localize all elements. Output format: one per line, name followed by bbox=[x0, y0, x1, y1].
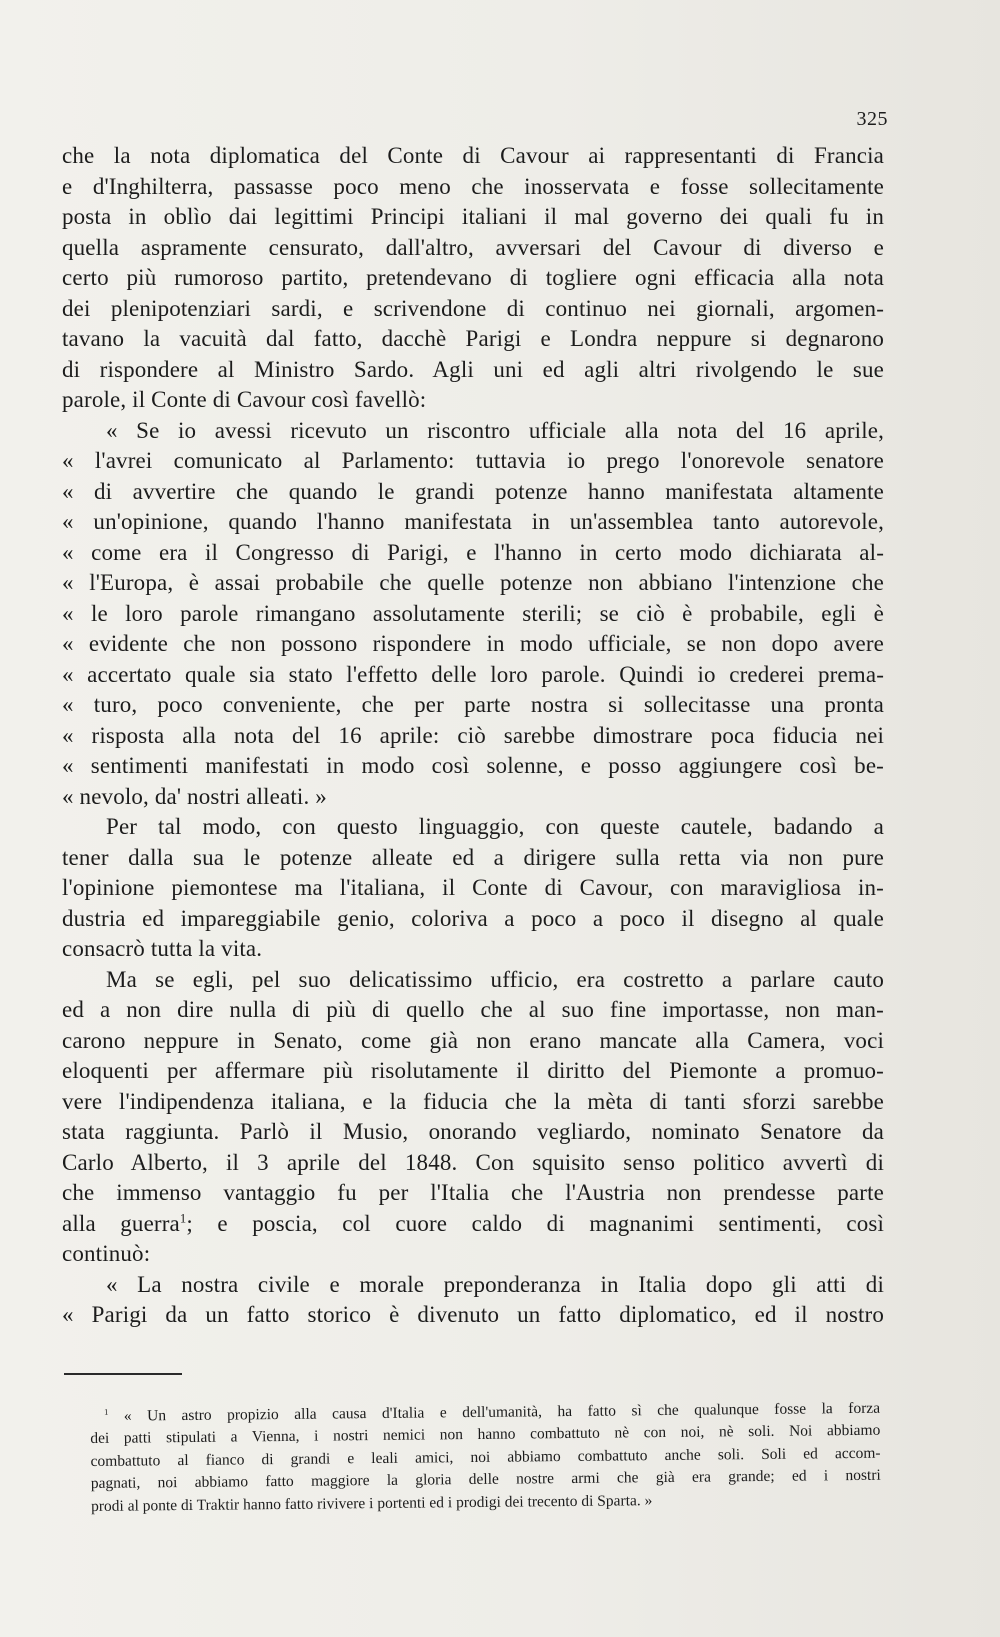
quote-line: « accertato quale sia stato l'effetto delle loro parole. Quindi io crederei prema- bbox=[62, 661, 884, 687]
quote-line: « Se io avessi ricevuto un riscontro ufficiale alla nota del 16 aprile, bbox=[106, 417, 884, 443]
footnote-line: combattuto al fianco di grandi e leali amici, noi abbiamo combattuto anche soli. Soli ed accom- bbox=[90, 1444, 881, 1470]
text-line: ed a non dire nulla di più di quello che al suo fine importasse, non man- bbox=[62, 997, 884, 1022]
quote-line: « l'avrei comunicato al Parlamento: tuttavia io prego l'onorevole senatore bbox=[62, 448, 884, 473]
text-line: consacrò tutta la vita. bbox=[62, 936, 263, 961]
footnote-line: prodi al ponte di Traktir hanno fatto rivivere i portenti ed i prodigi dei trecento di Sparta. » bbox=[90, 1491, 653, 1515]
text-line: di rispondere al Ministro Sardo. Agli uni ed agli altri rivolgendo le sue bbox=[62, 356, 884, 382]
quote-line: « come era il Congresso di Parigi, e l'hanno in certo modo dichiarata al- bbox=[62, 539, 884, 565]
quote-line: « risposta alla nota del 16 aprile: ciò sarebbe dimostrare poca fiducia nei bbox=[62, 722, 884, 748]
text-line: che la nota diplomatica del Conte di Cavour ai rappresentanti di Francia bbox=[62, 143, 884, 168]
text-line: quella aspramente censurato, dall'altro, avversari del Cavour di diverso e bbox=[62, 234, 884, 260]
footnote-text: « Un astro propizio alla causa d'Italia e dell'umanità, ha fatto sì che qualunque fosse la forza bbox=[123, 1399, 881, 1425]
quote-line: « l'Europa, è assai probabile che quelle potenze non abbiano l'intenzione che bbox=[62, 570, 884, 595]
text-line: l'opinione piemontese ma l'italiana, il Conte di Cavour, con maravigliosa in- bbox=[62, 875, 884, 900]
text-line: che immenso vantaggio fu per l'Italia che l'Austria non prendesse parte bbox=[62, 1180, 884, 1205]
text-line: dustria ed impareggiabile genio, coloriva a poco a poco il disegno al quale bbox=[62, 905, 884, 931]
quote-line: « le loro parole rimangano assolutamente sterili; se ciò è probabile, egli è bbox=[62, 600, 884, 626]
footnotes bbox=[90, 1398, 881, 1518]
quote-line: « turo, poco conveniente, che per parte nostra si sollecitasse una pronta bbox=[62, 692, 884, 717]
text-line: e d'Inghilterra, passasse poco meno che inosservata e fosse sollecitamente bbox=[62, 173, 884, 199]
quote-line: « Parigi da un fatto storico è divenuto un fatto diplomatico, ed il nostro bbox=[62, 1302, 884, 1327]
body-text bbox=[62, 141, 884, 1331]
text-line: tener dalla sua le potenze alleate ed a dirigere sulla retta via non pure bbox=[62, 844, 884, 870]
text-line: Per tal modo, con questo linguaggio, con queste cautele, badando a bbox=[106, 814, 884, 839]
text-line: posta in oblìo dai legittimi Principi italiani il mal governo dei quali fu in bbox=[62, 204, 884, 229]
quote-line: « nevolo, da' nostri alleati. » bbox=[62, 783, 327, 809]
text-line: stata raggiunta. Parlò il Musio, onorando vegliardo, nominato Senatore da bbox=[62, 1119, 884, 1144]
text-line: eloquenti per affermare più risolutamente il diritto del Piemonte a promuo- bbox=[62, 1058, 884, 1083]
footnote-reference: 1 bbox=[179, 1210, 187, 1225]
quote-line: « evidente che non possono rispondere in modo ufficiale, se non dopo avere bbox=[62, 631, 884, 656]
quote-line: « di avvertire che quando le grandi potenze hanno manifestata altamente bbox=[62, 478, 884, 504]
text-line: tavano la vacuità dal fatto, dacchè Parigi e Londra neppure si degnarono bbox=[62, 326, 884, 351]
footnote-separator bbox=[64, 1373, 182, 1375]
quote-line: « un'opinione, quando l'hanno manifestata in un'assemblea tanto autorevole, bbox=[62, 509, 884, 534]
text-line: vere l'indipendenza italiana, e la fiducia che la mèta di tanti sforzi sarebbe bbox=[62, 1088, 884, 1114]
text-fragment: alla guerra bbox=[62, 1210, 180, 1236]
text-line-with-footnote bbox=[62, 1209, 884, 1240]
text-line: Carlo Alberto, il 3 aprile del 1848. Con squisito senso politico avvertì di bbox=[62, 1149, 884, 1175]
page-number: 325 bbox=[856, 108, 888, 130]
text-fragment: ; e poscia, col cuore caldo di magnanimi sentimenti, così bbox=[186, 1210, 884, 1236]
quote-line: « La nostra civile e morale preponderanza in Italia dopo gli atti di bbox=[106, 1271, 884, 1297]
text-line: certo più rumoroso partito, pretendevano di togliere ogni efficacia alla nota bbox=[62, 265, 884, 290]
text-line: dei plenipotenziari sardi, e scrivendone di continuo nei giornali, argomen- bbox=[62, 295, 884, 321]
text-line: carono neppure in Senato, come già non erano mancate alla Camera, voci bbox=[62, 1027, 884, 1053]
text-line: parole, il Conte di Cavour così favellò: bbox=[62, 387, 427, 412]
footnote-line: pagnati, noi abbiamo fatto maggiore la gloria delle nostre armi che già era grande; ed i nostri bbox=[90, 1466, 881, 1493]
text-line: continuò: bbox=[62, 1241, 151, 1266]
text-line: Ma se egli, pel suo delicatissimo ufficio, era costretto a parlare cauto bbox=[106, 966, 884, 992]
quote-line: « sentimenti manifestati in modo così solenne, e posso aggiungere così be- bbox=[62, 753, 884, 778]
footnote-number: 1 bbox=[104, 1406, 109, 1417]
footnote-line: dei patti stipulati a Vienna, i nostri nemici non hanno combattuto nè con noi, nè soli. Noi abbiamo bbox=[90, 1422, 881, 1448]
